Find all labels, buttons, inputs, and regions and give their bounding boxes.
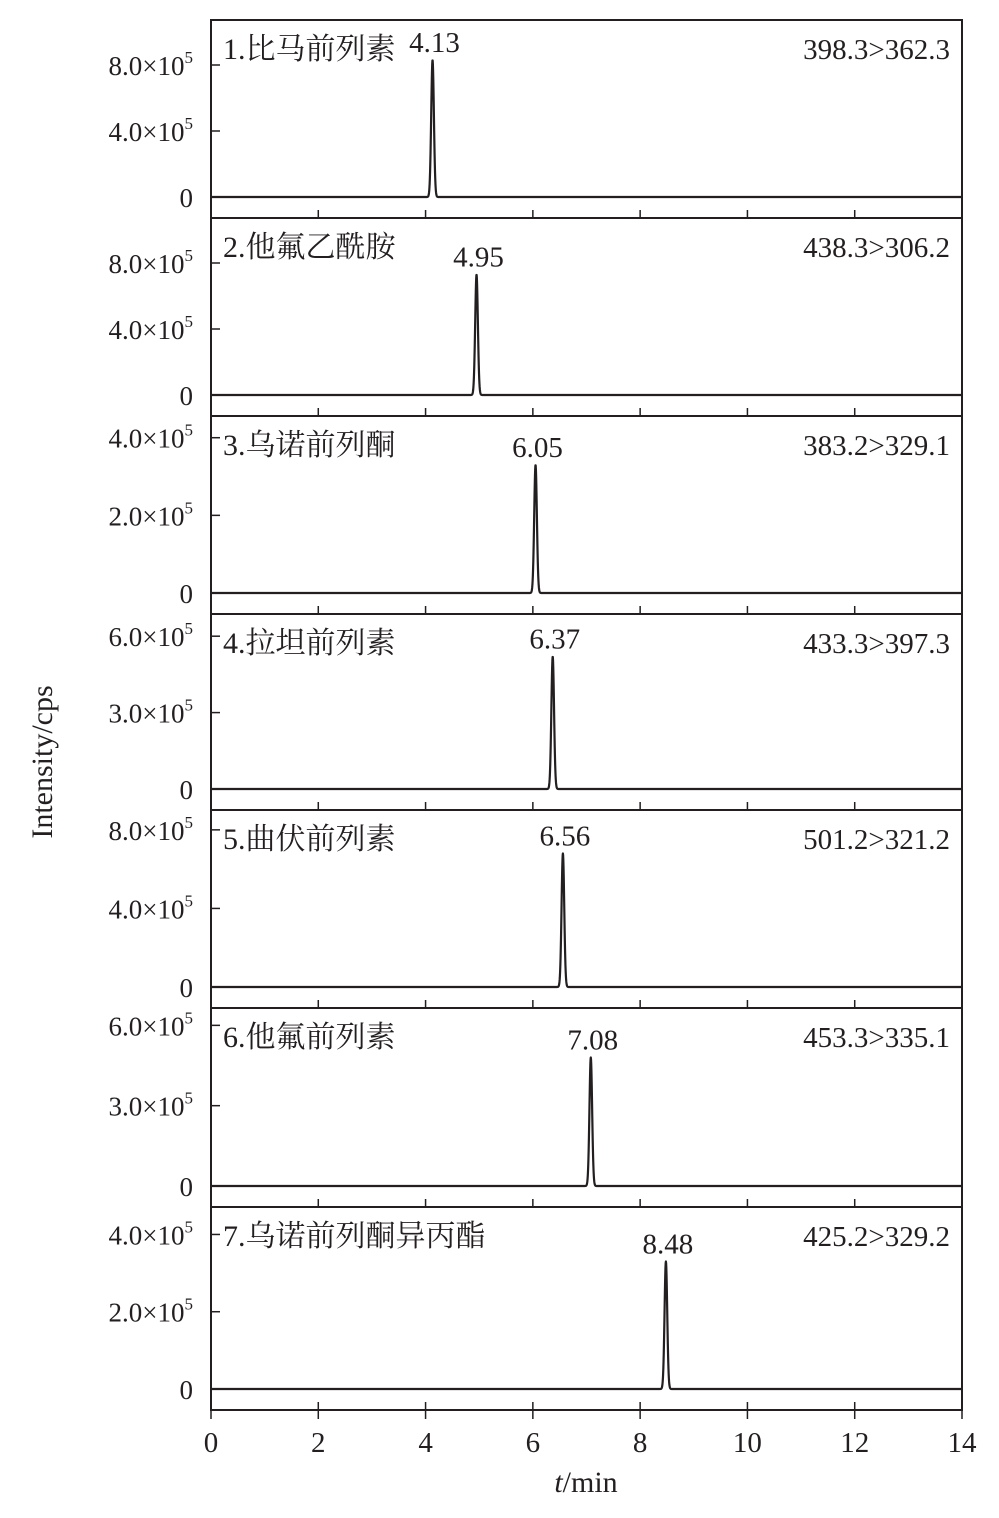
- y-tick-exponent: 5: [184, 891, 193, 911]
- y-tick-mantissa: 8.0×10: [108, 51, 185, 81]
- compound-name: 2.他氟乙酰胺: [223, 231, 396, 264]
- x-axis: [204, 1410, 977, 1459]
- mrm-transition: 453.3>335.1: [803, 1022, 950, 1054]
- y-tick-label: [180, 1375, 194, 1405]
- y-tick-exponent: 5: [184, 1294, 193, 1314]
- y-tick-label: [109, 696, 193, 729]
- y-axis-label: Intensity/cps: [26, 685, 59, 839]
- y-tick-exponent: 5: [184, 1217, 193, 1237]
- x-axis-label: [554, 1466, 617, 1499]
- y-tick-mantissa: 6.0×10: [108, 1011, 185, 1042]
- panel-5: [109, 810, 962, 1008]
- panels: [109, 20, 962, 1410]
- peak-rt-label: 6.05: [512, 431, 563, 464]
- x-axis-label-unit: /min: [562, 1466, 618, 1499]
- x-tick-label: 4: [418, 1427, 433, 1459]
- x-tick-label: 2: [311, 1427, 326, 1459]
- mrm-transition: 438.3>306.2: [803, 232, 950, 264]
- mrm-transition: 383.2>329.1: [803, 430, 950, 462]
- y-tick-exponent: 5: [184, 619, 193, 639]
- peak-rt-label: 8.48: [642, 1228, 694, 1261]
- y-tick-label: [180, 579, 194, 609]
- y-tick-exponent: 5: [184, 812, 193, 832]
- y-tick-label: [180, 381, 194, 411]
- y-tick-mantissa: 4.0×10: [108, 423, 185, 454]
- y-tick-label: [109, 1089, 193, 1122]
- y-tick-exponent: 5: [184, 695, 193, 715]
- y-tick-mantissa: 6.0×10: [108, 622, 185, 653]
- x-tick-label: 10: [732, 1427, 762, 1459]
- compound-name: 4.拉坦前列素: [223, 627, 396, 660]
- x-tick-label: 6: [525, 1427, 541, 1459]
- chromatogram-trace: [211, 1057, 962, 1186]
- peak-rt-label: 4.13: [409, 27, 460, 60]
- y-tick-mantissa: 0: [179, 579, 193, 609]
- x-axis-label-var: t: [554, 1466, 563, 1499]
- y-tick-label: [109, 421, 193, 454]
- y-tick-label: [109, 246, 193, 279]
- y-tick-exponent: 5: [184, 1088, 193, 1108]
- mrm-transition: 425.2>329.2: [803, 1221, 950, 1253]
- y-tick-label: [109, 498, 193, 531]
- mrm-transition: 398.3>362.3: [803, 34, 950, 66]
- x-tick-label: 14: [947, 1427, 977, 1459]
- y-tick-label: [109, 48, 193, 81]
- compound-name: 6.他氟前列素: [223, 1021, 396, 1054]
- y-tick-label: [180, 973, 194, 1003]
- y-tick-label: [109, 312, 193, 345]
- y-tick-label: [109, 813, 193, 846]
- x-tick-label: 12: [840, 1427, 870, 1459]
- x-tick-label: 8: [632, 1427, 648, 1459]
- x-tick-label: 0: [203, 1427, 219, 1459]
- y-tick-mantissa: 0: [179, 775, 193, 805]
- y-tick-exponent: 5: [184, 246, 193, 265]
- chromatogram-trace: [211, 275, 962, 395]
- peak-rt-label: 6.56: [539, 820, 591, 853]
- y-tick-mantissa: 0: [179, 381, 193, 411]
- y-tick-mantissa: 0: [179, 183, 193, 213]
- panel-6: [109, 1008, 962, 1207]
- y-tick-mantissa: 0: [179, 1172, 193, 1202]
- chromatogram-trace: [211, 60, 962, 197]
- y-tick-label: [180, 775, 194, 805]
- y-tick-mantissa: 4.0×10: [108, 117, 185, 147]
- y-tick-label: [109, 891, 193, 924]
- y-tick-mantissa: 2.0×10: [108, 501, 185, 532]
- y-tick-mantissa: 0: [179, 973, 193, 1003]
- compound-name: 1.比马前列素: [223, 33, 396, 66]
- panel-2: [109, 218, 962, 416]
- y-tick-mantissa: 8.0×10: [108, 249, 185, 279]
- y-tick-exponent: 5: [184, 498, 193, 518]
- y-tick-exponent: 5: [184, 312, 193, 331]
- y-tick-exponent: 5: [184, 48, 193, 67]
- y-tick-exponent: 5: [184, 1008, 193, 1028]
- panel-3: [109, 416, 962, 614]
- chromatogram-trace: [211, 465, 962, 593]
- y-tick-exponent: 5: [184, 420, 193, 440]
- y-tick-label: [180, 183, 194, 213]
- peak-rt-label: 4.95: [453, 241, 504, 274]
- y-tick-label: [109, 1217, 193, 1250]
- y-tick-mantissa: 3.0×10: [108, 1091, 185, 1122]
- compound-name: 7.乌诺前列酮异丙酯: [223, 1220, 486, 1253]
- peak-rt-label: 6.37: [529, 623, 581, 656]
- y-tick-mantissa: 4.0×10: [108, 894, 185, 925]
- compound-name: 5.曲伏前列素: [223, 823, 396, 856]
- y-tick-mantissa: 8.0×10: [108, 815, 185, 846]
- y-tick-mantissa: 4.0×10: [108, 315, 185, 345]
- y-tick-label: [109, 1295, 193, 1328]
- y-tick-exponent: 5: [184, 114, 193, 133]
- chromatogram-trace: [211, 853, 962, 987]
- y-tick-mantissa: 2.0×10: [108, 1297, 185, 1328]
- mrm-transition: 433.3>397.3: [803, 628, 950, 660]
- y-tick-mantissa: 3.0×10: [108, 698, 185, 729]
- peak-rt-label: 7.08: [567, 1024, 619, 1057]
- chromatogram-trace: [211, 657, 962, 789]
- mrm-transition: 501.2>321.2: [803, 824, 950, 856]
- y-tick-label: [180, 1172, 194, 1202]
- y-tick-mantissa: 0: [179, 1375, 193, 1405]
- panel-4: [109, 614, 962, 810]
- y-tick-mantissa: 4.0×10: [108, 1220, 185, 1251]
- y-tick-label: [109, 1008, 193, 1041]
- panel-1: [109, 20, 962, 218]
- panel-7: [109, 1207, 962, 1410]
- compound-name: 3.乌诺前列酮: [223, 429, 396, 462]
- y-tick-label: [109, 114, 193, 147]
- y-tick-label: [109, 619, 193, 652]
- chromatogram-trace: [211, 1262, 962, 1390]
